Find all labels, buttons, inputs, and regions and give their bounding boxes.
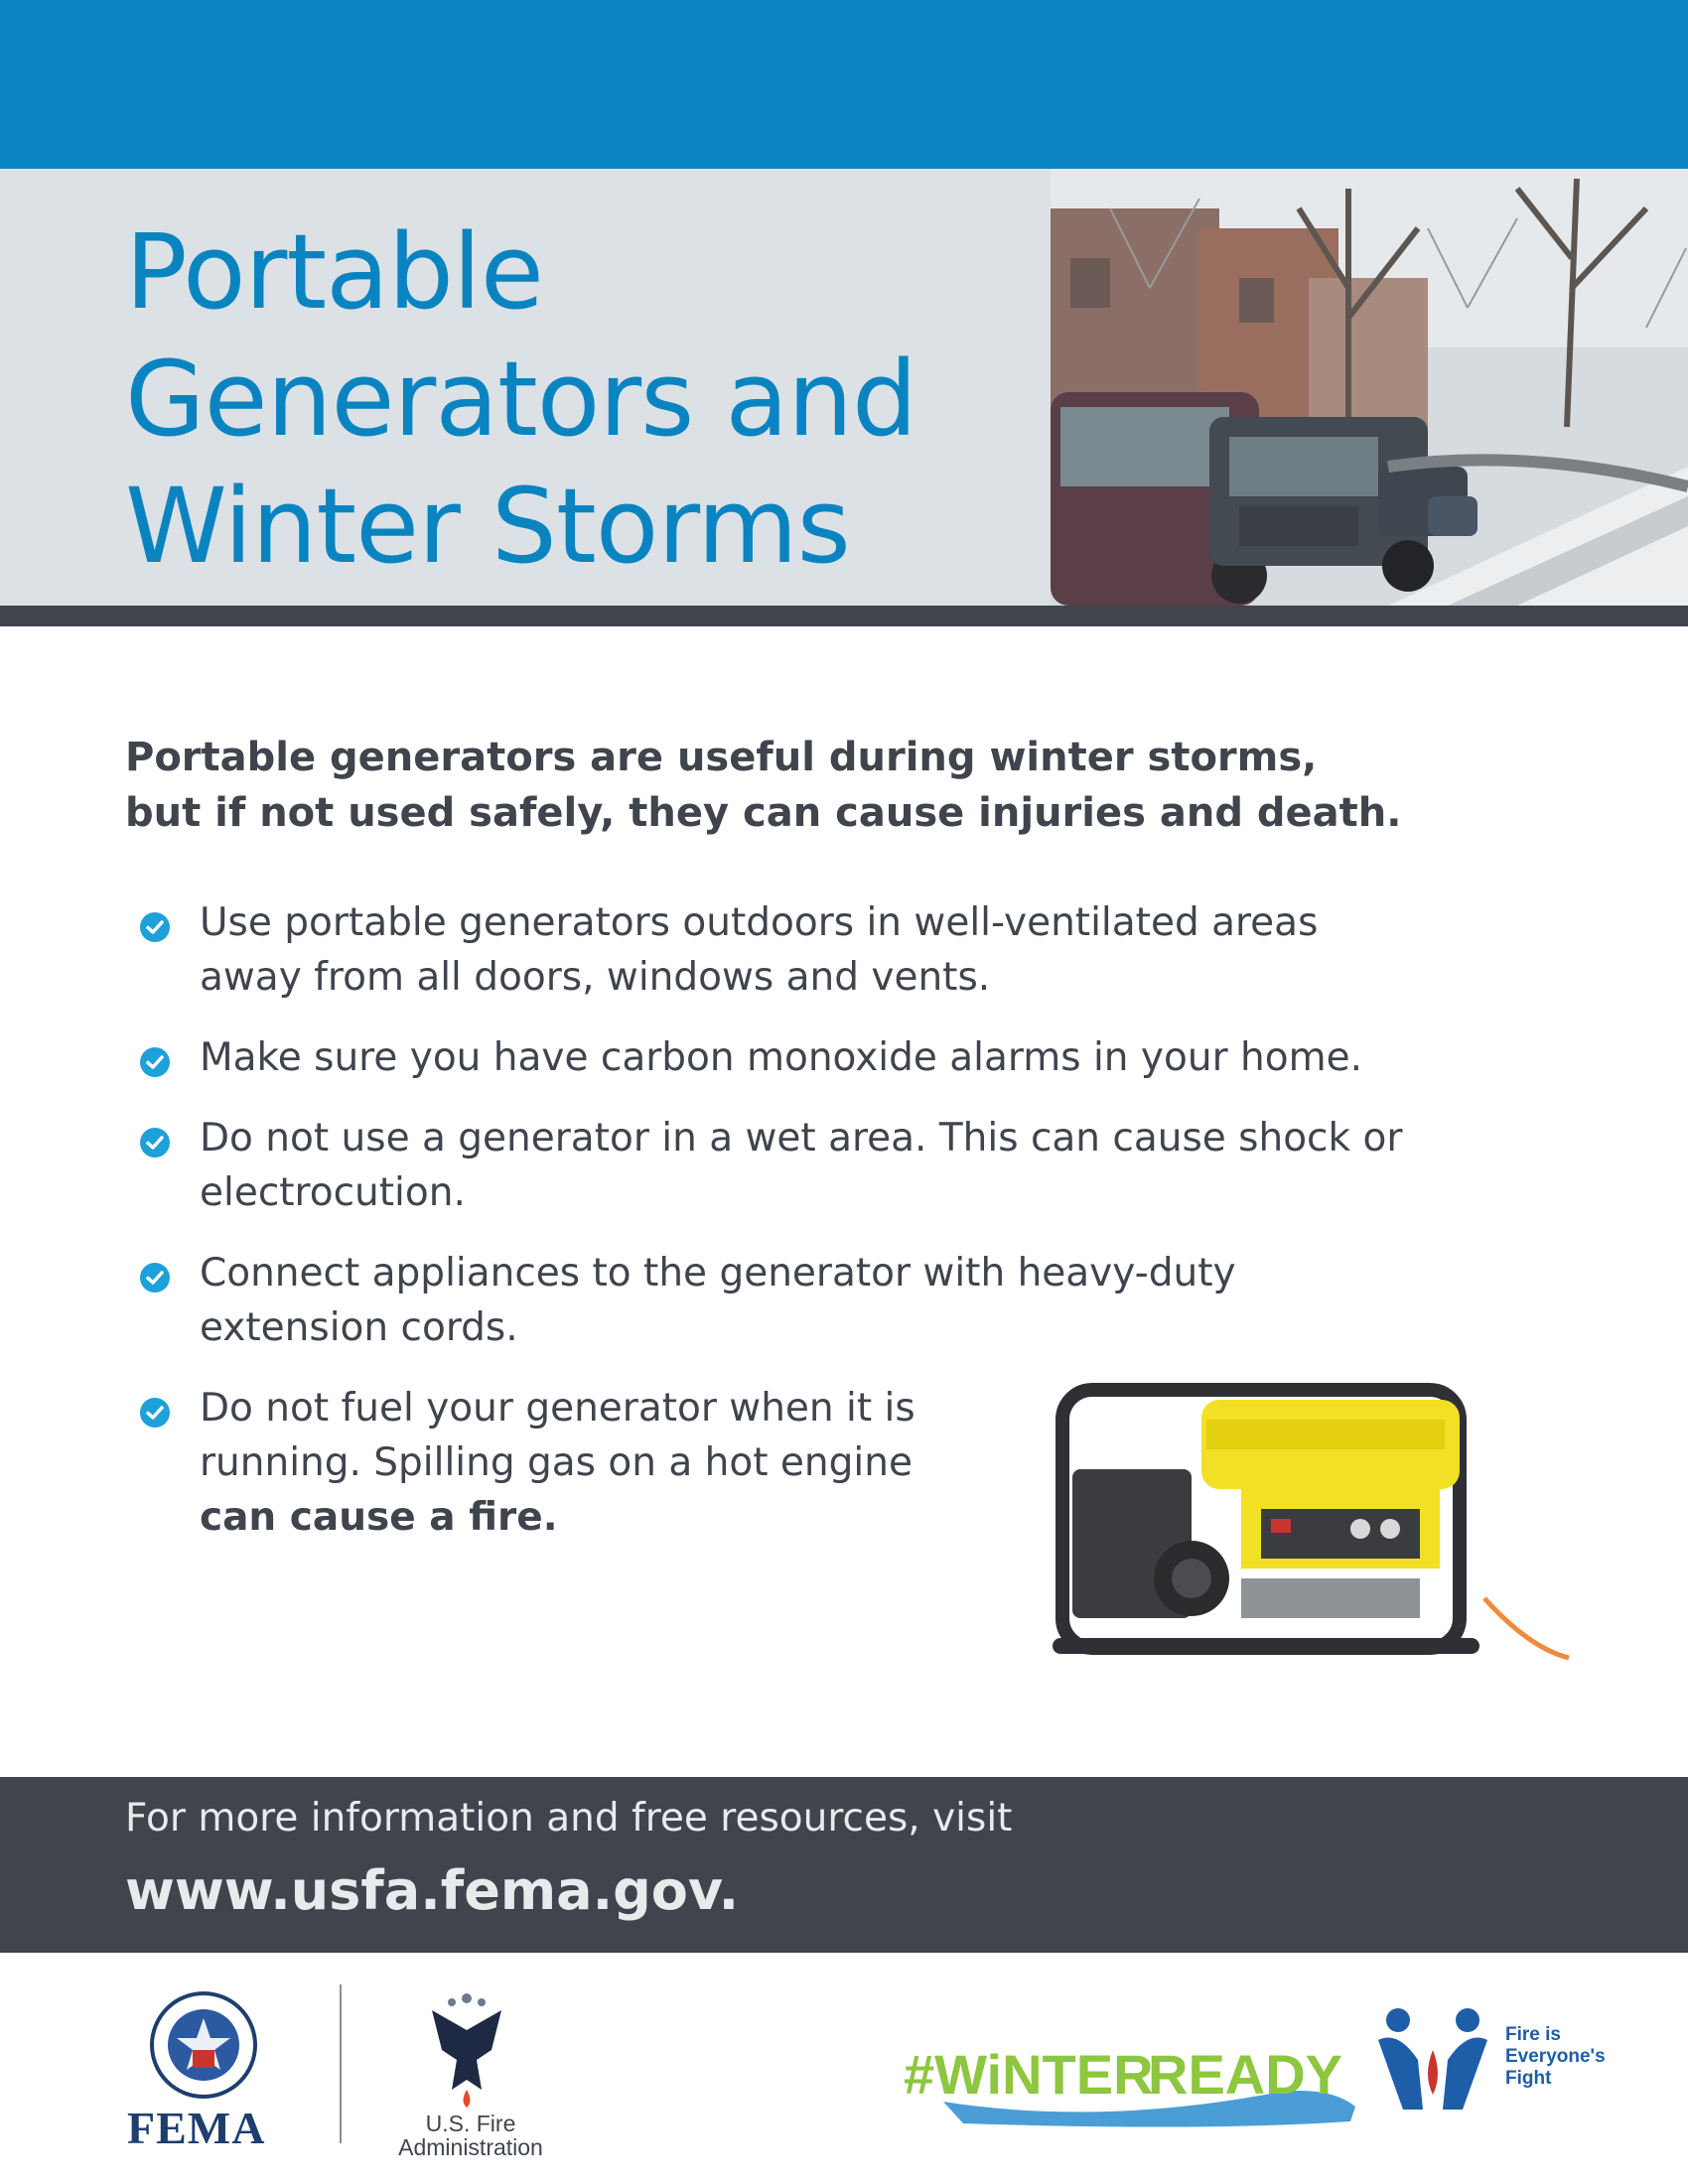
hero-banner (0, 169, 1688, 606)
title-line-1: Portable (125, 211, 543, 333)
tip-2-line-1: Make sure you have carbon monoxide alarms in your home. (200, 1035, 1362, 1080)
intro-line-2: but if not used safely, they can cause injuries and death. (125, 790, 1402, 836)
intro-line-1: Portable generators are useful during winter storms, (125, 735, 1318, 780)
page-title (125, 208, 916, 590)
svg-text:Fight: Fight (1505, 2068, 1552, 2089)
check-circle-icon (139, 911, 171, 943)
hero-title-panel (0, 169, 1051, 606)
fema-wordmark: FEMA (127, 2103, 266, 2153)
usfa-eagle-icon (422, 1990, 511, 2110)
usfa-line-2: Administration (398, 2134, 543, 2160)
tip-5-line-3: can cause a fire. (200, 1495, 558, 1540)
footer-url-link[interactable]: www.usfa.fema.gov. (125, 1859, 740, 1922)
check-circle-icon (139, 1127, 171, 1159)
tip-3-line-2: electrocution. (200, 1170, 466, 1215)
title-line-3: Winter Storms (125, 466, 850, 587)
tip-1-line-2: away from all doors, windows and vents. (200, 955, 991, 1000)
tip-4-line-1: Connect appliances to the generator with heavy-duty (200, 1251, 1236, 1296)
list-item (135, 1111, 1525, 1220)
list-item (135, 1246, 1525, 1355)
partner-logos (0, 1953, 1688, 2184)
tip-4-line-2: extension cords. (200, 1305, 518, 1350)
portable-generator-photo (1033, 1370, 1579, 1698)
tip-3-line-1: Do not use a generator in a wet area. This can cause shock or (200, 1116, 1403, 1160)
svg-text:#WiNTER: #WiNTER (904, 2043, 1154, 2106)
dhs-seal-icon (149, 1990, 258, 2100)
svg-text:Fire is: Fire is (1505, 2024, 1561, 2045)
list-item (135, 895, 1525, 1005)
footer-info-text: For more information and free resources, visit (125, 1796, 1013, 1841)
svg-text:READY: READY (1148, 2043, 1343, 2106)
icy-street-illustration (1051, 169, 1688, 606)
tip-1-line-1: Use portable generators outdoors in well-ventilated areas (200, 900, 1319, 945)
fire-is-everyones-fight-logo (1368, 2000, 1607, 2119)
list-item (135, 1030, 1525, 1085)
logo-divider (340, 1984, 342, 2143)
winter-ready-logo (904, 2032, 1360, 2131)
svg-text:Everyone's: Everyone's (1505, 2046, 1606, 2067)
tip-5-line-2: running. Spilling gas on a hot engine (200, 1440, 913, 1485)
usfa-wordmark (391, 2112, 550, 2159)
header-divider-band (0, 606, 1688, 626)
usfa-line-1: U.S. Fire (425, 2111, 516, 2136)
title-line-2: Generators and (125, 339, 917, 460)
footer-resources-bar (0, 1777, 1688, 1953)
check-circle-icon (139, 1397, 171, 1429)
tip-5-line-1: Do not fuel your generator when it is (200, 1386, 915, 1431)
check-circle-icon (139, 1046, 171, 1078)
check-circle-icon (139, 1262, 171, 1294)
top-color-bar (0, 0, 1688, 169)
icy-street-photo (1051, 169, 1688, 606)
intro-statement (125, 730, 1565, 841)
